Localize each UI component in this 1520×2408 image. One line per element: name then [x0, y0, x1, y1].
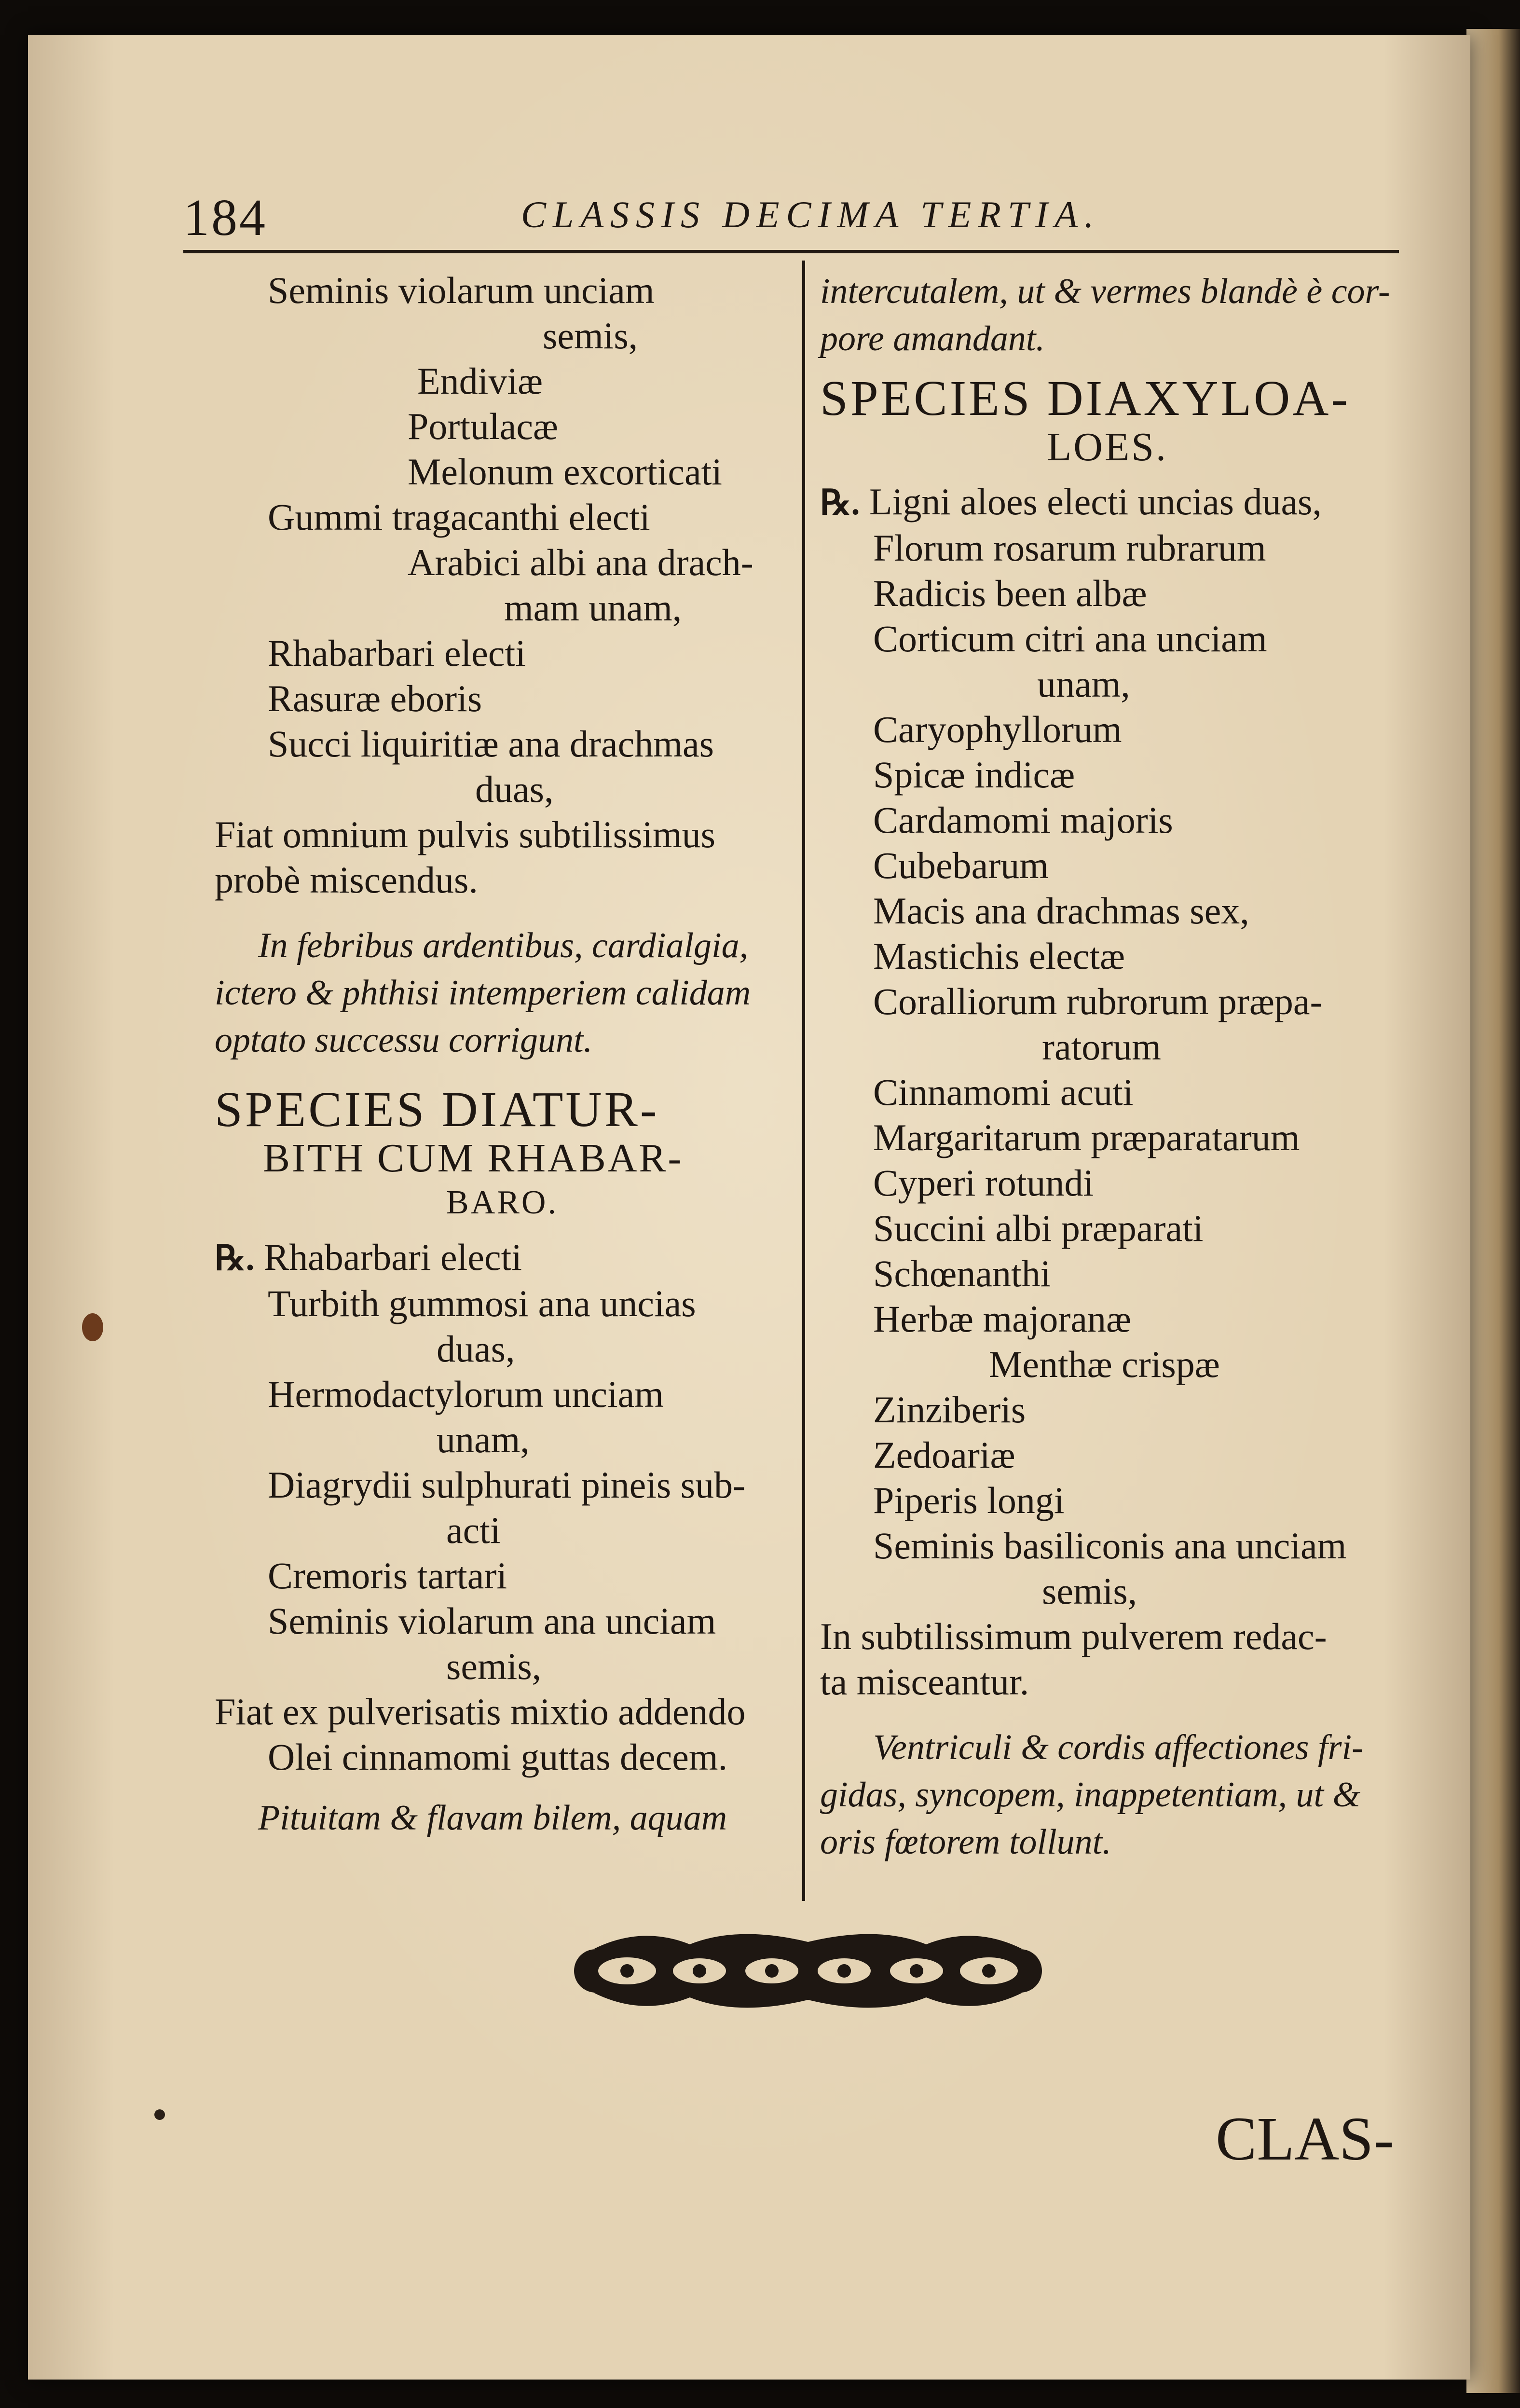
note-line: gidas, syncopem, inappetentiam, ut & — [820, 1775, 1361, 1815]
note-line: Pituitam & flavam bilem, aquam — [258, 1798, 727, 1838]
page-header — [183, 188, 1389, 256]
recipe-mark: ℞. — [215, 1239, 255, 1278]
text-line: semis, — [1042, 1570, 1137, 1612]
note-line: pore amandant. — [820, 319, 1045, 358]
section-heading: SPECIES DIATUR- — [215, 1082, 659, 1137]
text-line: Hermodactylorum unciam — [268, 1373, 664, 1415]
running-title: CLASSIS DECIMA TERTIA. — [521, 193, 1101, 235]
text-line: semis, — [446, 1645, 542, 1687]
text-line: Endiviæ — [417, 360, 543, 402]
text-line: Spicæ indicæ — [873, 754, 1075, 796]
text-line: unam, — [437, 1418, 530, 1460]
catchword: CLAS- — [1216, 2105, 1394, 2173]
recipe-line — [820, 479, 1413, 525]
text-line: Cremoris tartari — [268, 1555, 507, 1596]
text-line: semis, — [543, 315, 638, 357]
text-line: Corticum citri ana unciam — [873, 618, 1267, 660]
text-line: Cinnamomi acuti — [873, 1071, 1134, 1113]
text-line: acti — [446, 1509, 501, 1551]
text-line: Succini albi præparati — [873, 1207, 1204, 1249]
section-heading: BARO. — [446, 1184, 558, 1221]
text-line: Turbith gummosi ana uncias — [268, 1282, 696, 1324]
text-line: mam unam, — [504, 587, 682, 629]
text-line: ratorum — [1042, 1026, 1161, 1068]
text-line: Seminis violarum ana unciam — [268, 1600, 716, 1642]
text-line: Rasuræ eboris — [268, 677, 482, 719]
note-line: Ventriculi & cordis affectiones fri- — [873, 1728, 1364, 1767]
text-line: Cyperi rotundi — [873, 1162, 1094, 1204]
text-line: Diagrydii sulphurati pineis sub- — [268, 1464, 746, 1506]
header-rule — [183, 250, 1399, 253]
section-heading: LOES. — [1047, 425, 1168, 469]
text-line: Seminis basiliconis ana unciam — [873, 1525, 1347, 1567]
text-line: Gummi tragacanthi electi — [268, 496, 650, 538]
text-line: Portulacæ — [408, 405, 558, 447]
text-line: Ligni aloes electi uncias duas, — [869, 481, 1322, 523]
section-heading: BITH CUM RHABAR- — [263, 1136, 684, 1181]
text-line: ta misceantur. — [820, 1661, 1029, 1703]
note-line: optato successu corrigunt. — [215, 1020, 593, 1060]
text-line: Rhabarbari electi — [264, 1236, 522, 1278]
note-line: intercutalem, ut & vermes blandè è cor- — [820, 272, 1390, 311]
text-line: Zedoariæ — [873, 1434, 1015, 1476]
note-line: oris fœtorem tollunt. — [820, 1822, 1111, 1862]
text-line: Melonum excorticati — [408, 451, 722, 493]
text-line: In subtilissimum pulverem redac- — [820, 1615, 1327, 1657]
text-line: Rhabarbari electi — [268, 632, 526, 674]
decorative-tailpiece — [564, 1920, 1052, 2022]
text-line: Seminis violarum unciam — [268, 269, 655, 311]
ink-stain — [82, 1313, 103, 1341]
left-column — [205, 268, 803, 1842]
text-line: Macis ana drachmas sex, — [873, 890, 1249, 932]
note-line: In febribus ardentibus, cardialgia, — [258, 926, 749, 965]
text-line: Radicis been albæ — [873, 572, 1147, 614]
text-line: Succi liquiritiæ ana drachmas — [268, 723, 714, 765]
text-line: Arabici albi ana drach- — [408, 541, 753, 583]
section-heading: SPECIES DIAXYLOA- — [820, 371, 1350, 426]
text-line: Caryophyllorum — [873, 708, 1122, 750]
text-line: probè miscendus. — [215, 859, 478, 901]
text-line: Fiat ex pulverisatis mixtio addendo — [215, 1691, 746, 1733]
paper-spot — [154, 2109, 165, 2120]
text-line: duas, — [437, 1328, 515, 1370]
text-line: Zinziberis — [873, 1389, 1026, 1431]
next-page-edge — [1466, 29, 1520, 2393]
text-line: Fiat omnium pulvis subtilissimus — [215, 813, 715, 855]
text-line: Menthæ crispæ — [989, 1343, 1220, 1385]
recipe-mark: ℞. — [820, 483, 860, 522]
text-line: duas, — [475, 768, 554, 810]
text-line: Florum rosarum rubrarum — [873, 527, 1266, 569]
note-line: ictero & phthisi intemperiem calidam — [215, 973, 751, 1013]
right-column — [820, 268, 1413, 1866]
text-line: Coralliorum rubrorum præpa- — [873, 980, 1323, 1022]
page-number: 184 — [183, 189, 267, 247]
text-line: Herbæ majoranæ — [873, 1298, 1132, 1340]
text-line: Schœnanthi — [873, 1252, 1051, 1294]
text-line: Cubebarum — [873, 844, 1049, 886]
text-line: Margaritarum præparatarum — [873, 1116, 1300, 1158]
text-line: unam, — [1037, 663, 1130, 705]
text-line: Olei cinnamomi guttas decem. — [268, 1736, 728, 1778]
text-line: Piperis longi — [873, 1479, 1065, 1521]
text-line: Cardamomi majoris — [873, 799, 1173, 841]
text-line: Mastichis electæ — [873, 935, 1125, 977]
recipe-line — [205, 1235, 803, 1281]
